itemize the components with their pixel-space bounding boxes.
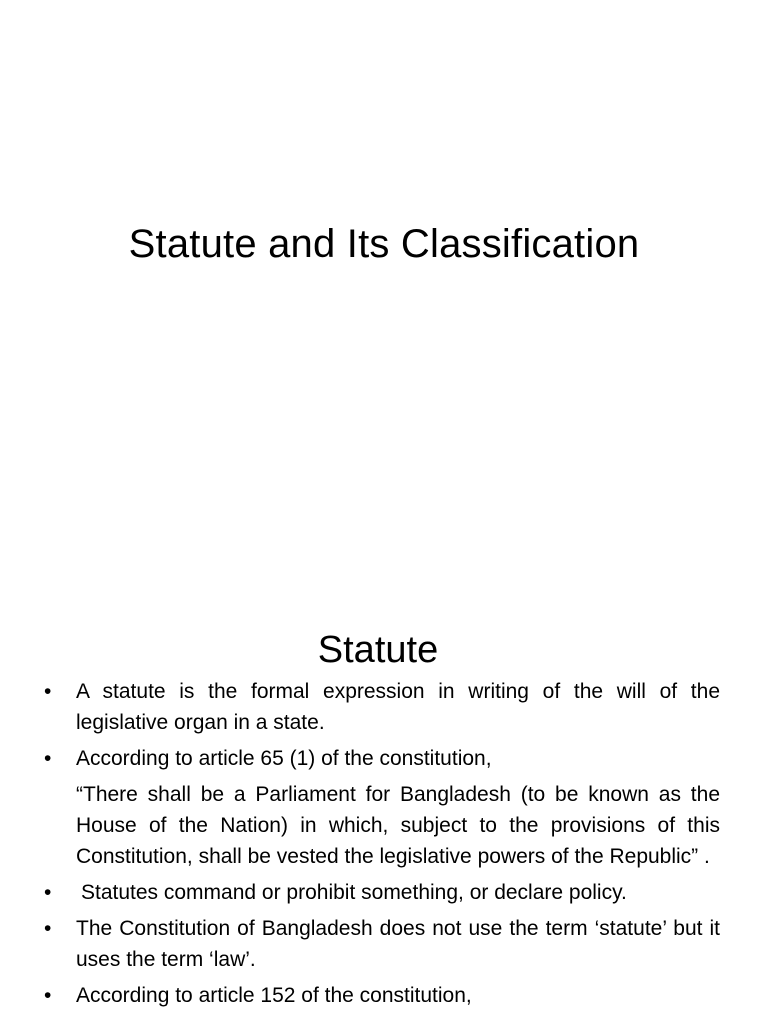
bullet-dot-icon: •	[44, 747, 52, 770]
bullet-item	[0, 743, 768, 774]
bullet-text: The Constitution of Bangladesh does not use the term ‘statute’ but it uses the term ‘law’.	[76, 917, 720, 971]
bullet-dot-icon: •	[44, 680, 52, 703]
constitution-quote: “There shall be a Parliament for Bangladesh (to be known as the House of the Nation) in which, subject to the provisions of this Constitution, shall be vested the legislative powers of the Republic” .	[76, 783, 720, 868]
bullet-dot-icon: •	[44, 917, 52, 940]
bullet-dot-icon: •	[44, 984, 52, 1007]
bullet-item	[0, 913, 768, 975]
bullet-text: According to article 65 (1) of the constitution,	[76, 747, 492, 770]
bullet-dot-icon: •	[44, 881, 52, 904]
bullet-text: Statutes command or prohibit something, or declare policy.	[81, 881, 627, 904]
bullet-text: A statute is the formal expression in writing of the will of the legislative organ in a state.	[76, 680, 720, 734]
bullet-item	[0, 877, 768, 908]
bullet-text: According to article 152 of the constitution,	[76, 984, 472, 1007]
bullet-item	[0, 980, 768, 1011]
slide-title: Statute and Its Classification	[128, 222, 640, 266]
section-heading: Statute	[317, 629, 439, 671]
bullet-item	[0, 676, 768, 738]
bullet-list	[0, 676, 768, 1016]
